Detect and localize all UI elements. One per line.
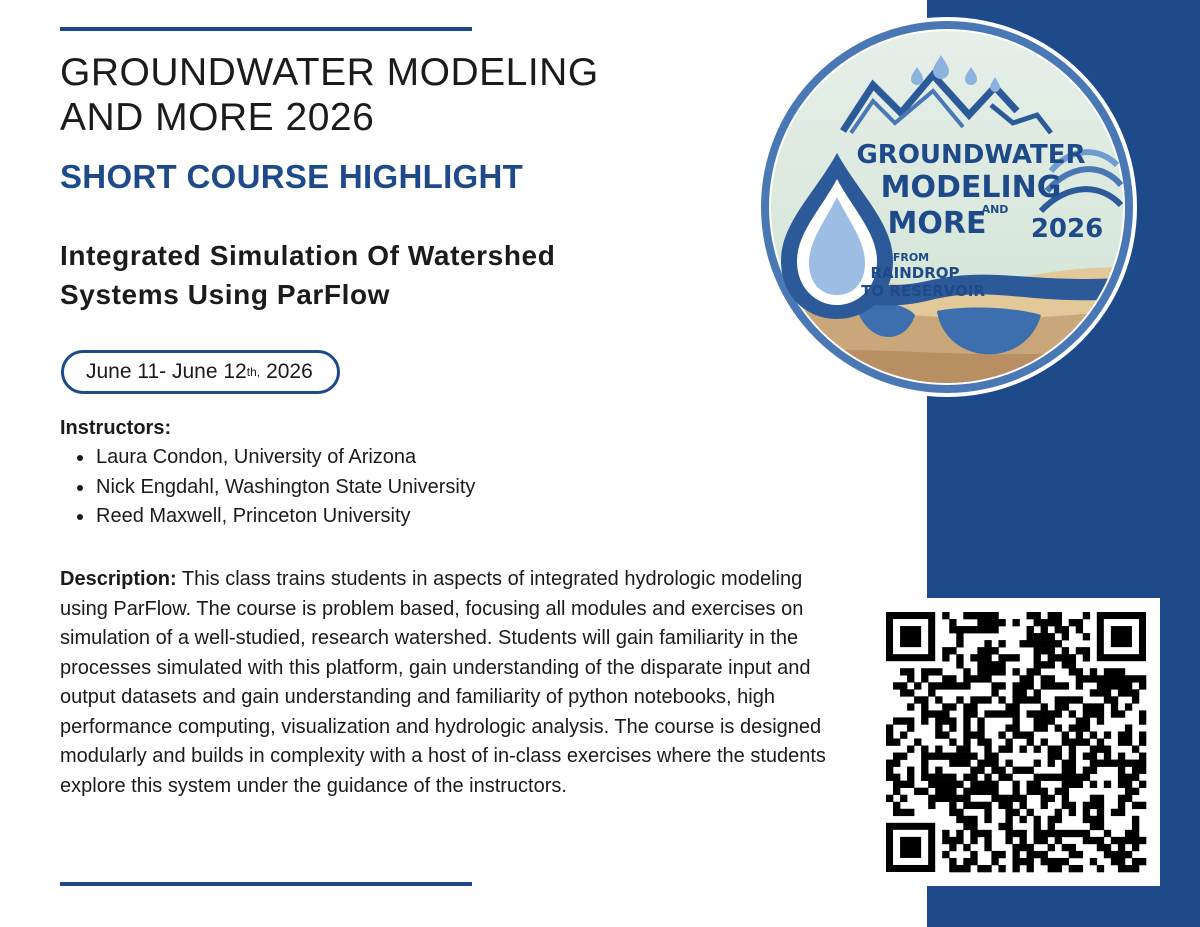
instructors-section <box>60 417 475 532</box>
logo-text-line-4: MORE <box>887 206 987 241</box>
qr-code-icon[interactable] <box>872 598 1160 886</box>
page-title <box>60 50 599 140</box>
bottom-divider <box>60 882 472 886</box>
instructors-label: Instructors: <box>60 417 172 439</box>
course-title <box>60 236 555 314</box>
page-title-line-2: AND MORE 2026 <box>60 96 375 139</box>
course-date-badge <box>61 350 340 394</box>
logo-tagline-1: FROM <box>892 251 930 264</box>
logo-text-line-2: MODELING <box>880 170 1062 205</box>
conference-logo <box>755 15 1140 400</box>
description-text: This class trains students in aspects of integrated hydrologic modeling using ParFlow. The course is problem based, focusing all modules and exercises on simulation of a well-studied, research watershed. Students will gain familiarity in the processes simulated with this platform, gain understanding of the disparate input and output datasets and gain understanding and familiarity of python notebooks, high performance computing, visualization and hydrologic analysis. The course is designed modularly and builds in complexity with a host of in-class exercises where the students explore this system under the guidance of the instructors. <box>60 568 826 797</box>
list-item: Nick Engdahl, Washington State University <box>96 473 475 503</box>
course-description <box>60 565 850 801</box>
logo-text-line-3: AND <box>981 203 1009 216</box>
logo-tagline-2: RAINDROP <box>870 264 960 282</box>
section-subtitle: SHORT COURSE HIGHLIGHT <box>60 158 524 195</box>
date-year: 2026 <box>266 360 313 383</box>
logo-year: 2026 <box>1030 214 1104 244</box>
description-label: Description: <box>60 568 177 590</box>
list-item: Laura Condon, University of Arizona <box>96 443 475 473</box>
date-range: June 11- June 12 <box>86 360 247 383</box>
list-item: Reed Maxwell, Princeton University <box>96 502 475 532</box>
page-title-line-1: GROUNDWATER MODELING <box>60 51 599 94</box>
course-title-line-2: Systems Using ParFlow <box>60 279 391 310</box>
logo-text-line-1: GROUNDWATER <box>856 140 1086 170</box>
course-title-line-1: Integrated Simulation Of Watershed <box>60 240 556 271</box>
top-divider <box>60 27 472 31</box>
date-ordinal: th, <box>246 365 261 379</box>
instructors-list <box>60 443 475 532</box>
logo-tagline-3: TO RESERVOIR <box>861 282 985 300</box>
